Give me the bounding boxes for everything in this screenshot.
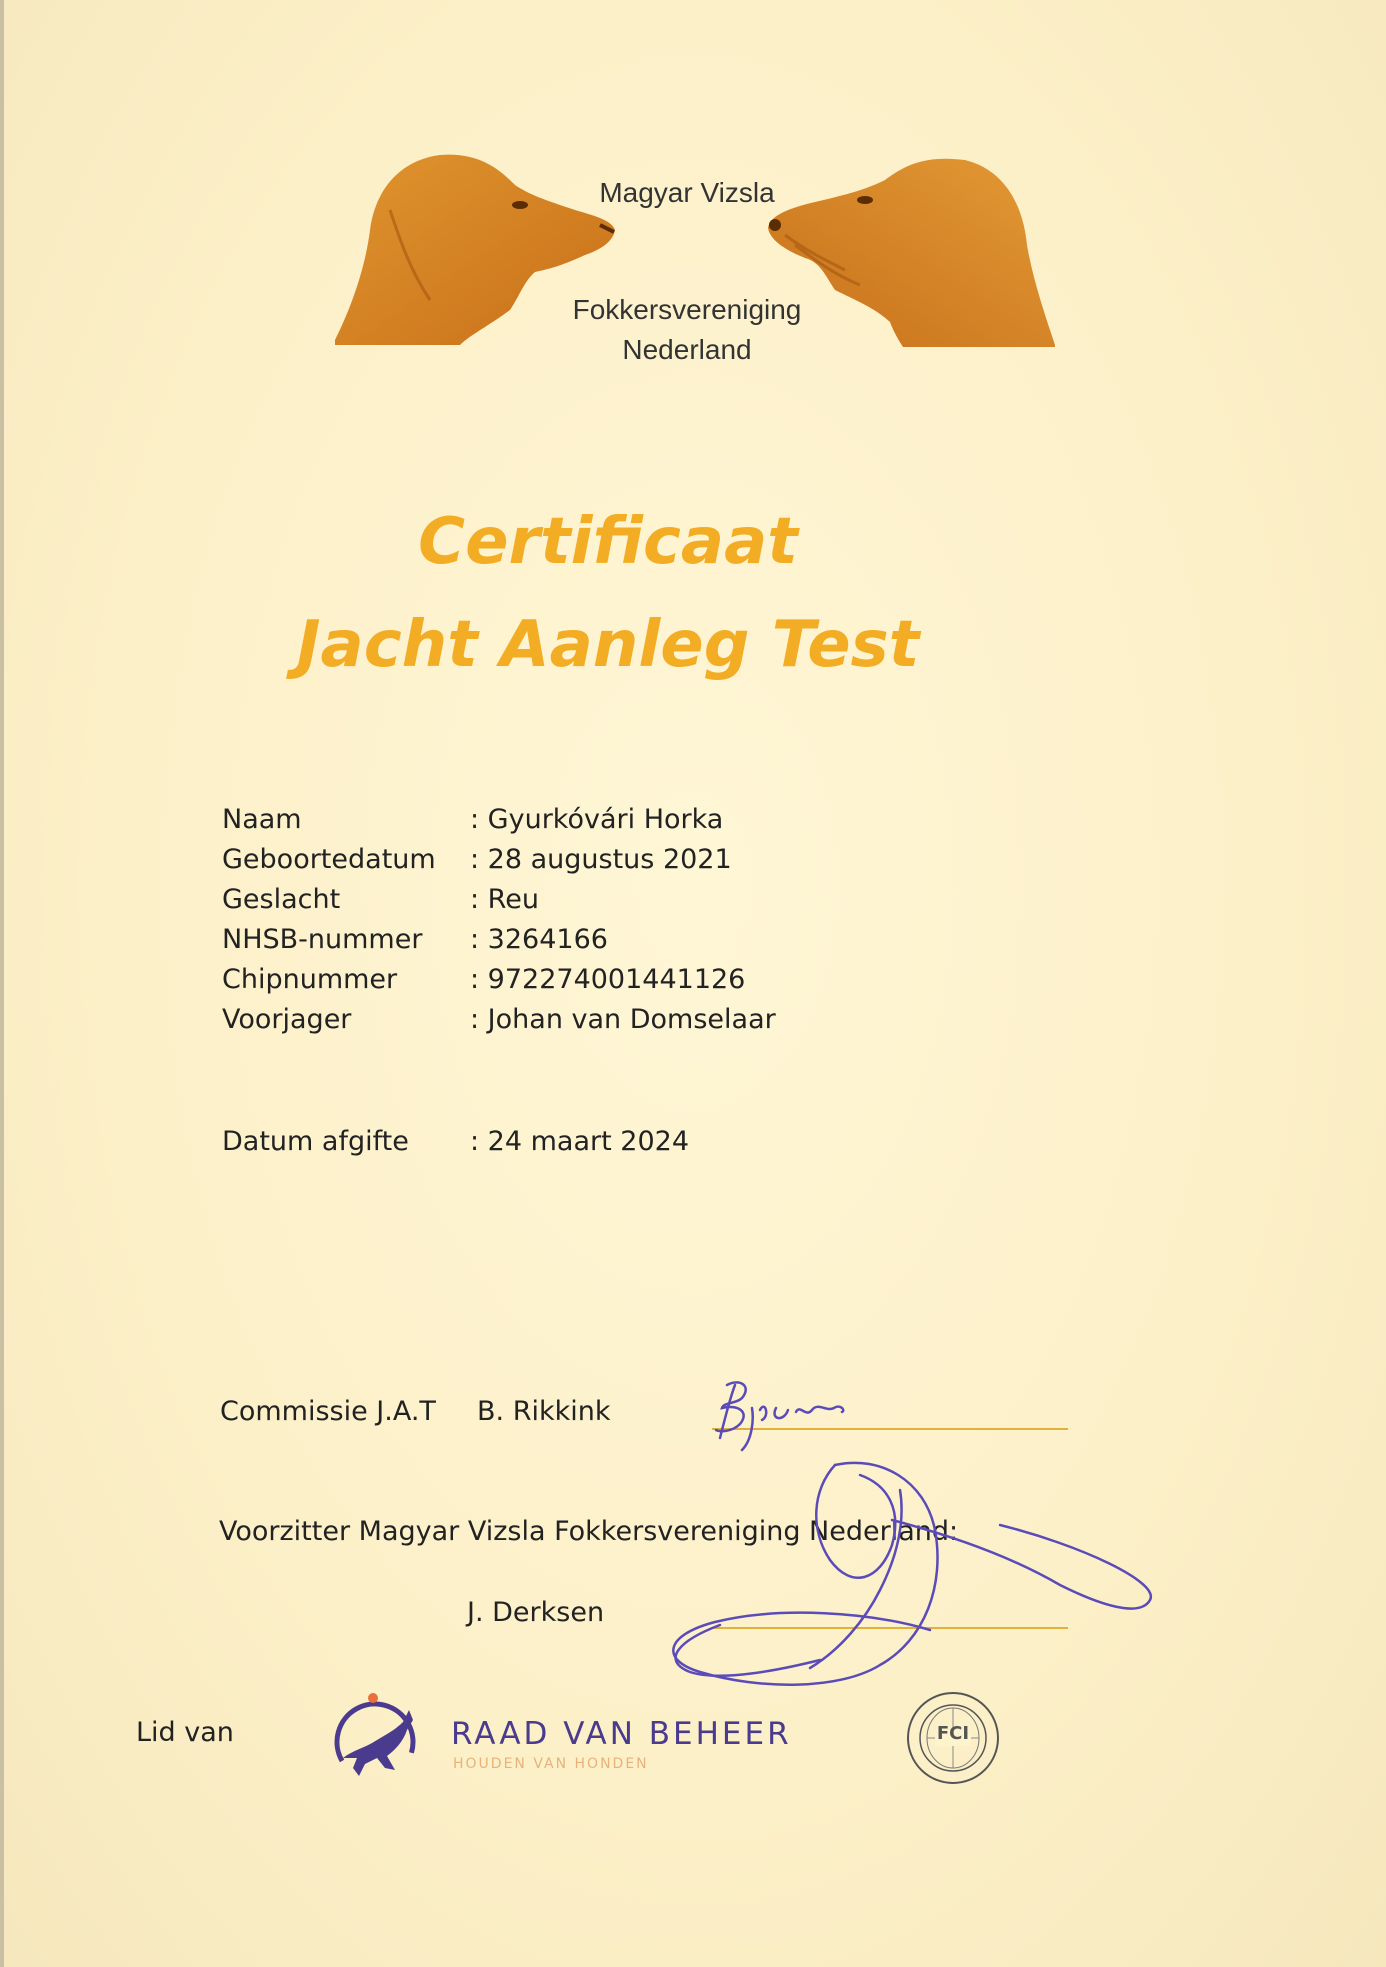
field-value-geslacht: : Reu xyxy=(470,884,539,915)
chairman-name: J. Derksen xyxy=(467,1597,605,1628)
member-label: Lid van xyxy=(136,1717,234,1748)
logo-line-2: Fokkersvereniging xyxy=(572,294,802,325)
logo-line-1: Magyar Vizsla xyxy=(599,177,775,208)
commission-label: Commissie J.A.T xyxy=(220,1396,436,1427)
issue-date-label: Datum afgifte xyxy=(222,1126,409,1157)
commission-name: B. Rikkink xyxy=(477,1396,611,1427)
field-label-nhsb: NHSB-nummer xyxy=(222,924,423,955)
raad-van-beheer-logo-icon xyxy=(325,1690,425,1790)
chairman-signature-icon xyxy=(673,1463,1151,1685)
field-value-voorjager: : Johan van Domselaar xyxy=(470,1004,776,1035)
field-label-geboortedatum: Geboortedatum xyxy=(222,844,436,875)
fci-label: FCI xyxy=(936,1723,970,1744)
commission-signature-line xyxy=(712,1428,1068,1430)
field-label-chipnummer: Chipnummer xyxy=(222,964,398,995)
logo-line-3: Nederland xyxy=(622,334,752,365)
field-label-voorjager: Voorjager xyxy=(222,1004,352,1035)
raad-van-beheer-tagline: HOUDEN VAN HONDEN xyxy=(453,1756,649,1772)
field-value-geboortedatum: : 28 augustus 2021 xyxy=(470,844,732,875)
chairman-label: Voorzitter Magyar Vizsla Fokkersvereniging Nederland: xyxy=(219,1516,959,1547)
field-value-naam: : Gyurkóvári Horka xyxy=(470,804,724,835)
field-value-chipnummer: : 972274001441126 xyxy=(470,964,746,995)
page-edge xyxy=(0,0,4,1967)
certificate-subtitle: Jacht Aanleg Test xyxy=(296,608,920,682)
issue-date-value: : 24 maart 2024 xyxy=(470,1126,689,1157)
commission-signature-icon xyxy=(716,1382,843,1450)
chairman-signature-line xyxy=(712,1627,1068,1629)
field-label-geslacht: Geslacht xyxy=(222,884,341,915)
raad-van-beheer-name: RAAD VAN BEHEER xyxy=(451,1716,792,1752)
field-label-naam: Naam xyxy=(222,804,302,835)
field-value-nhsb: : 3264166 xyxy=(470,924,608,955)
certificate-title: Certificaat xyxy=(418,505,798,579)
